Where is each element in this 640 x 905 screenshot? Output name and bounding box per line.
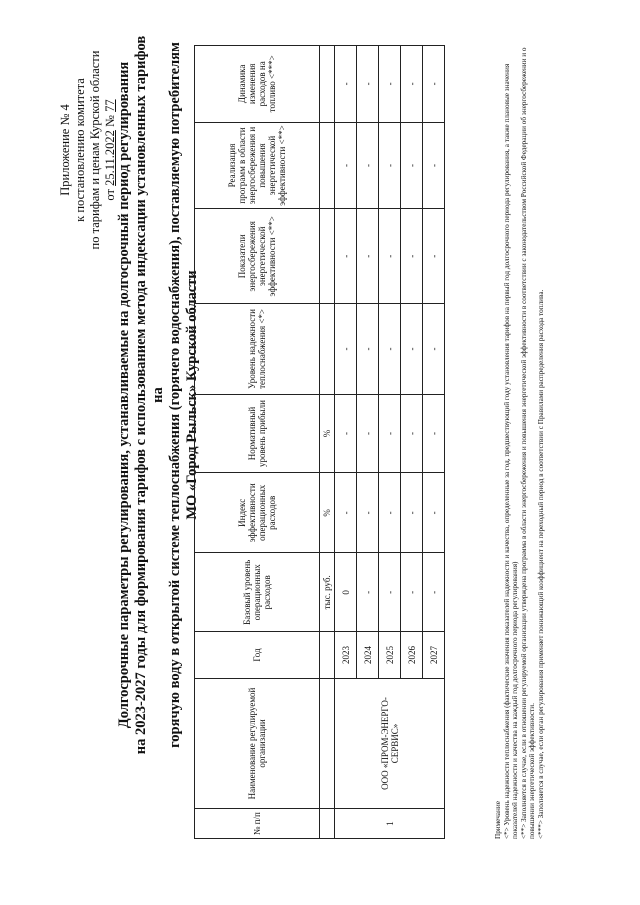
note-2: <**> Заполняется в случае, если в отношении регулируемой организации утверждена программа в области энергосбережения и повышения энергетической эффективности в соответствии с законодательством Российской Федерации об энергосбережении и о повышении энергетической эффективности. <box>519 47 537 839</box>
note-1: <*> Уровень надежности теплоснабжения (фактические значения показателей надежности и качества, определенные за год, предшествующий году установления тарифов на первый год долгосрочного периода регулирования, а также плановые значения показателей надежности и качества на каждый год долгосрочного периода регулирования) <box>502 63 520 839</box>
resolution-number: 77 <box>103 99 117 112</box>
appendix-number: Приложение № 4 <box>58 104 72 196</box>
header-energy-saving: Показатели энергосбережения энергетической эффективности <**> <box>195 209 320 304</box>
table-row: 2024 - - - - - - - <box>357 46 379 839</box>
unit-percent: % <box>320 473 335 553</box>
resolution-date: 25.11.2022 <box>103 130 117 186</box>
header-fuel: Динамика изменения расходов на топливо <***> <box>195 46 320 123</box>
header-base-opex: Базовый уровень операционных расходов <box>195 553 320 632</box>
year-cell: 2027 <box>423 632 445 678</box>
table-row: 2027 - - - - - - - <box>423 46 445 839</box>
notes-section <box>494 39 546 839</box>
table-row: 2026 - - - - - - - <box>401 46 423 839</box>
header-reliability: Уровень надежности теплоснабжения <*> <box>195 304 320 394</box>
header-profit: Нормативный уровень прибыли <box>195 394 320 473</box>
parameters-table <box>194 45 445 839</box>
year-cell: 2024 <box>357 632 379 678</box>
year-cell: 2023 <box>335 632 357 678</box>
header-num: № п/п <box>195 809 320 839</box>
table-row: 1 ООО «ПРОМ-ЭНЕРГО-СЕРВИС» 2023 0 - - - - - - <box>335 46 357 839</box>
appendix-header <box>58 35 118 265</box>
table-header-row <box>195 46 320 839</box>
unit-percent: % <box>320 394 335 473</box>
notes-heading: Примечание <box>494 801 502 839</box>
appendix-to-resolution: к постановлению комитета <box>73 78 87 222</box>
row-number: 1 <box>335 809 445 839</box>
year-cell: 2026 <box>401 632 423 678</box>
header-efficiency-index: Индекс эффективности операционных расходов <box>195 473 320 553</box>
header-programs: Реализация программ в области энергосбережения и повышения энергетической эффективности <**> <box>195 122 320 209</box>
unit-thousand-rub: тыс. руб. <box>320 553 335 632</box>
note-3: <***> Заполняется в случае, если орган регулирования применяет понижающий коэффициент на переходный период в соответствии с Правилами распределения расхода топлива. <box>536 289 545 839</box>
table-row: 2025 - - - - - - - <box>379 46 401 839</box>
table-units-row <box>320 46 335 839</box>
organization-name: ООО «ПРОМ-ЭНЕРГО-СЕРВИС» <box>335 678 445 809</box>
appendix-committee: по тарифам и ценам Курской области <box>88 50 102 250</box>
header-year: Год <box>195 632 320 678</box>
year-cell: 2025 <box>379 632 401 678</box>
document-title: Долгосрочные параметры регулирования, устанавливаемые на долгосрочный период регулирования на 2023-2027 годы для формирования тарифов с использованием метода индексации установленных тарифов на горячую воду в открытой системе теплоснабжения (горячего водоснабжения), поставляемую потребителям МО «Город Рыльск» Курской области <box>116 35 200 755</box>
appendix-date-line: от 25.11.2022 № 77 <box>103 99 117 201</box>
header-org: Наименование регулируемой организации <box>195 678 320 809</box>
